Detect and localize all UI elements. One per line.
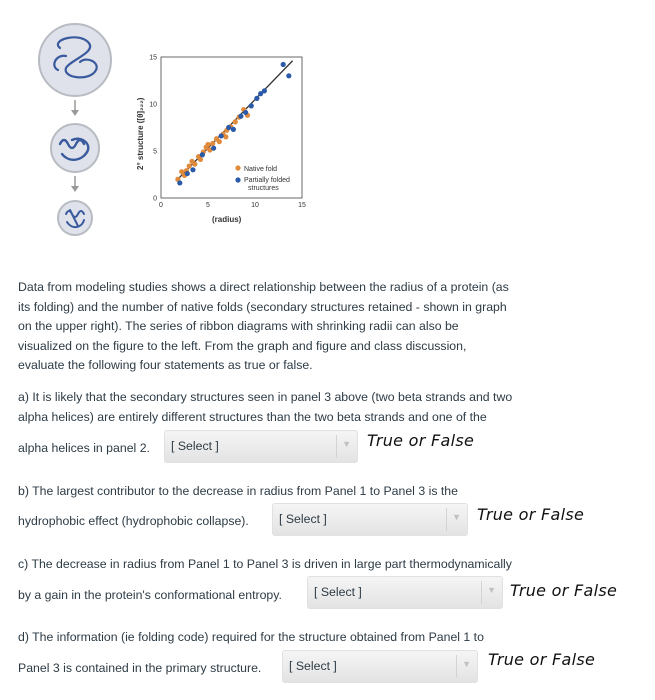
partially-folded-point <box>231 127 236 132</box>
handwritten-note-a: True or False <box>367 431 475 450</box>
native-fold-point <box>210 141 215 146</box>
folding-figure <box>0 0 340 265</box>
question-a-line-2: alpha helices) are entirely different structures than the two beta strands and one of the <box>18 410 487 424</box>
legend-partial-label-1: Partially folded <box>244 177 290 184</box>
native-fold-point <box>205 142 210 147</box>
handwritten-note-d: True or False <box>488 650 596 669</box>
y-axis-title: 2° structure ([θ]₂₂₂) <box>136 97 145 170</box>
question-c-select[interactable] <box>307 576 503 609</box>
handwritten-note-c: True or False <box>510 581 618 600</box>
intro-line: Data from modeling studies shows a direct relationship between the radius of a protein (as <box>18 280 509 294</box>
question-c-line-2: by a gain in the protein's conformational entropy. <box>18 588 282 602</box>
question-b-line-1: b) The largest contributor to the decrease in radius from Panel 1 to Panel 3 is the <box>18 484 458 498</box>
x-tick-label: 10 <box>251 202 259 209</box>
question-a-line-1: a) It is likely that the secondary structures seen in panel 3 above (two beta strands and two <box>18 390 513 404</box>
native-fold-point <box>233 119 238 124</box>
chevron-down-icon: ▼ <box>462 659 471 669</box>
partially-folded-point <box>177 180 182 185</box>
scatter-chart <box>136 55 306 225</box>
intro-line: visualized on the figure to the left. From the graph and figure and class discussion, <box>18 338 467 353</box>
native-fold-point <box>217 139 222 144</box>
x-axis-title: (radius) <box>212 215 242 224</box>
chevron-down-icon: ▼ <box>342 439 351 449</box>
x-tick-label: 0 <box>159 202 163 209</box>
legend-partial-marker <box>235 177 240 182</box>
y-tick-label: 15 <box>149 54 157 62</box>
question-b-line-2: hydrophobic effect (hydrophobic collapse). <box>18 514 249 528</box>
panel-3-folded-icon <box>58 201 92 235</box>
partially-folded-point <box>200 152 205 157</box>
select-label: [ Select ] <box>289 659 337 673</box>
select-label: [ Select ] <box>314 585 362 599</box>
x-tick-label: 5 <box>206 202 210 209</box>
chevron-down-icon: ▼ <box>487 585 496 595</box>
x-tick-label: 15 <box>298 202 306 209</box>
question-a-line-3: alpha helices in panel 2. <box>18 441 150 455</box>
handwritten-note-b: True or False <box>477 505 585 524</box>
partially-folded-point <box>219 133 224 138</box>
legend-partial-label-2: structures <box>248 185 279 192</box>
arrow-down-icon <box>71 176 79 192</box>
y-tick-label: 10 <box>149 101 157 109</box>
partially-folded-point <box>262 88 267 93</box>
intro-line: evaluate the following four statements as true or false. <box>18 358 313 372</box>
native-fold-point <box>223 134 228 139</box>
intro-line: its folding) and the number of native folds (secondary structures retained - shown in graph <box>18 299 507 314</box>
partially-folded-point <box>243 110 248 115</box>
select-label: [ Select ] <box>171 439 219 453</box>
native-fold-point <box>187 163 192 168</box>
partially-folded-point <box>254 96 259 101</box>
native-fold-point <box>192 162 197 167</box>
question-a-select[interactable] <box>164 430 358 463</box>
panel-1-unfolded-icon <box>39 24 111 96</box>
arrow-down-icon <box>71 100 79 116</box>
question-d-line-1: d) The information (ie folding code) required for the structure obtained from Panel 1 to <box>18 630 484 644</box>
intro-line: on the upper right). The series of ribbon diagrams with shrinking radii can also be <box>18 319 459 333</box>
question-c-line-1: c) The decrease in radius from Panel 1 to Panel 3 is driven in large part thermodynamically <box>18 557 512 571</box>
y-tick-label: 5 <box>153 148 157 156</box>
partially-folded-point <box>190 167 195 172</box>
legend-native-label: Native fold <box>244 166 278 173</box>
partially-folded-point <box>286 73 291 78</box>
legend-native-marker <box>235 165 240 170</box>
partially-folded-point <box>281 62 286 67</box>
question-d-select[interactable] <box>282 650 478 683</box>
y-tick-label: 0 <box>153 195 157 203</box>
select-label: [ Select ] <box>279 512 327 526</box>
question-b-select[interactable] <box>272 503 468 536</box>
chevron-down-icon: ▼ <box>452 512 461 522</box>
partially-folded-point <box>238 114 243 119</box>
partially-folded-point <box>226 125 231 130</box>
intro-paragraph <box>18 278 618 376</box>
partially-folded-point <box>249 103 254 108</box>
panel-2-partially-folded-icon <box>51 124 99 172</box>
partially-folded-point <box>185 171 190 176</box>
native-fold-point <box>198 157 203 162</box>
partially-folded-point <box>211 146 216 151</box>
question-d-line-2: Panel 3 is contained in the primary structure. <box>18 661 262 675</box>
